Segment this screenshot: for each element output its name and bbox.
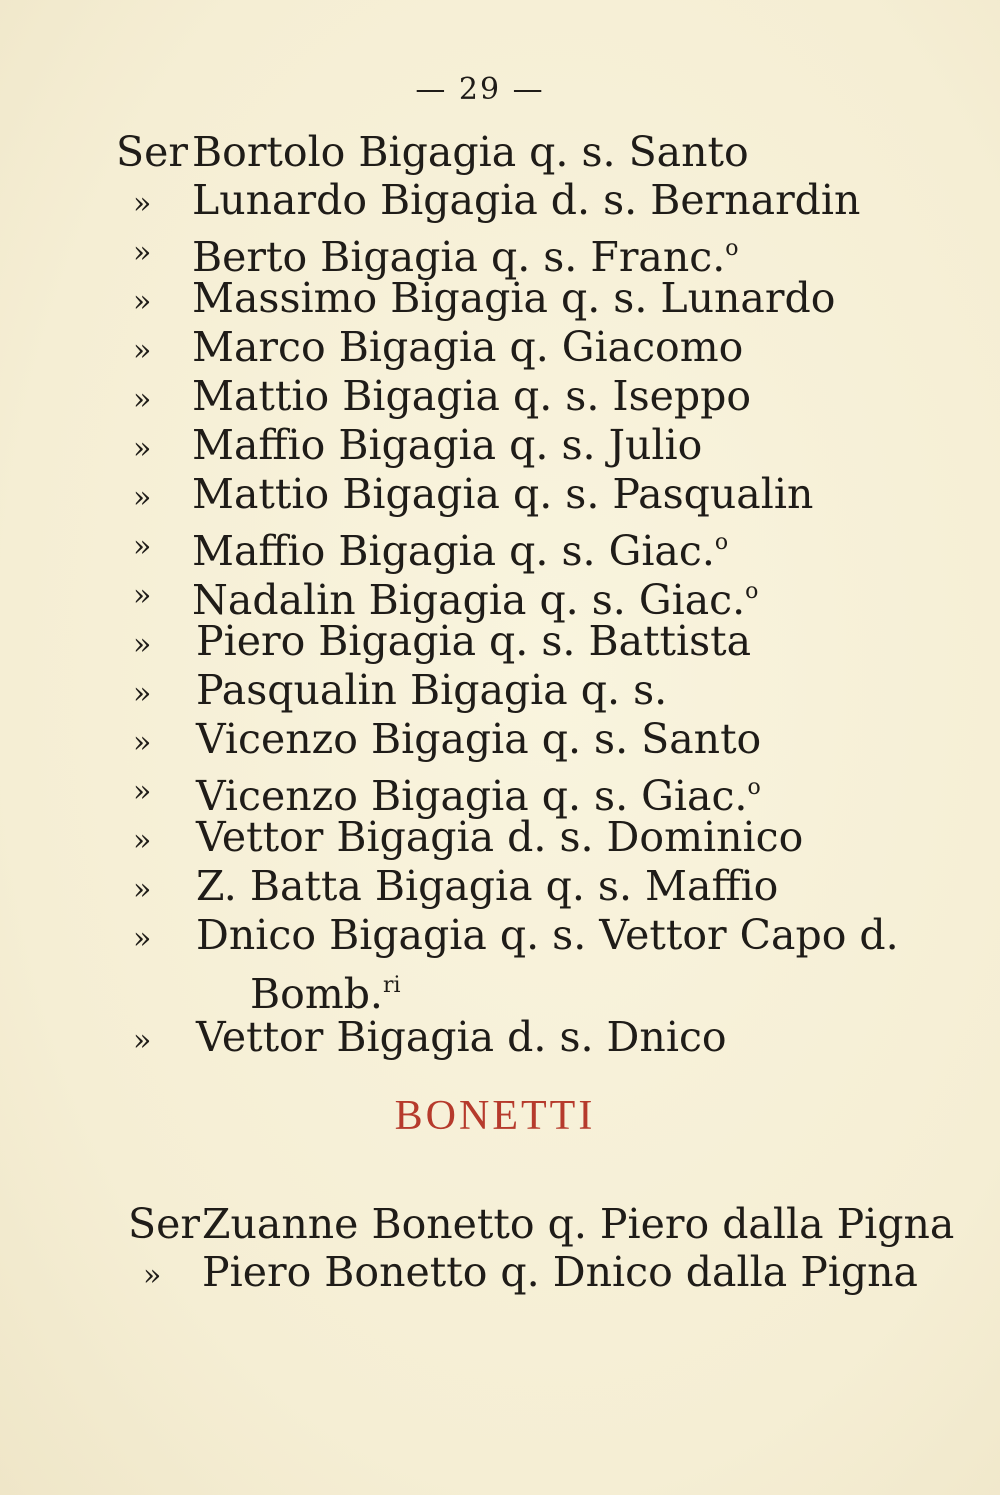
entry-line: Mattio Bigagia q. s. Pasqualin — [192, 470, 814, 518]
entry-first-name: Bortolo Bigagia q. s. Santo — [192, 128, 749, 176]
section-entry-line: Zuanne Bonetto q. Piero dalla Pigna — [202, 1200, 955, 1248]
entry-line: Massimo Bigagia q. s. Lunardo — [192, 274, 836, 322]
repeat-marker: » — [133, 333, 152, 368]
entry-line: Pasqualin Bigagia q. s. — [196, 666, 668, 714]
entry-line: Berto Bigagia q. s. Franc.$^o$ — [192, 233, 739, 281]
entry-line: Marco Bigagia q. Giacomo — [192, 323, 744, 371]
repeat-marker: » — [133, 235, 152, 270]
entry-line: Mattio Bigagia q. s. Iseppo — [192, 372, 752, 420]
entry-line: Nadalin Bigagia q. s. Giac.$^o$ — [192, 576, 759, 624]
repeat-marker: » — [133, 578, 152, 613]
superscript: o — [714, 530, 729, 555]
entry-line: Vettor Bigagia d. s. Dominico — [196, 813, 804, 861]
entry-line: Vicenzo Bigagia q. s. Santo — [196, 715, 762, 763]
repeat-marker: » — [133, 529, 152, 564]
repeat-marker: » — [133, 284, 152, 319]
repeat-marker: » — [133, 823, 152, 858]
section-heading: BONETTI — [394, 1093, 596, 1139]
superscript: o — [745, 579, 759, 604]
entry-continuation: Bomb.$^{ri}$ — [250, 970, 401, 1018]
entry-line: Z. Batta Bigagia q. s. Maffio — [196, 862, 779, 910]
repeat-marker: » — [133, 627, 152, 662]
repeat-marker: » — [133, 725, 152, 760]
repeat-marker: » — [133, 431, 152, 466]
repeat-marker: » — [133, 676, 152, 711]
repeat-marker: » — [133, 774, 152, 809]
repeat-marker: » — [133, 1023, 152, 1058]
repeat-marker: » — [143, 1258, 162, 1293]
entry-title-ser: Ser — [128, 1200, 200, 1248]
repeat-marker: » — [133, 872, 152, 907]
repeat-marker: » — [133, 480, 152, 515]
repeat-marker: » — [133, 382, 152, 417]
entry-line: Vettor Bigagia d. s. Dnico — [196, 1013, 727, 1061]
page-number: — 29 — — [415, 72, 545, 107]
superscript: ri — [382, 973, 401, 998]
section-entry-line: Piero Bonetto q. Dnico dalla Pigna — [202, 1248, 918, 1296]
entry-line: Lunardo Bigagia d. s. Bernardin — [192, 176, 861, 224]
superscript: o — [725, 236, 739, 261]
entry-line: Dnico Bigagia q. s. Vettor Capo d. — [196, 911, 899, 959]
repeat-marker: » — [133, 921, 152, 956]
entry-line: Maffio Bigagia q. s. Julio — [192, 421, 703, 469]
entry-title-ser: Ser — [116, 128, 188, 176]
entry-line: Maffio Bigagia q. s. Giac.$^o$ — [192, 527, 729, 575]
superscript: o — [747, 775, 761, 800]
repeat-marker: » — [133, 186, 152, 221]
entry-line: Vicenzo Bigagia q. s. Giac.$^o$ — [196, 772, 761, 820]
entry-line: Piero Bigagia q. s. Battista — [196, 617, 752, 665]
